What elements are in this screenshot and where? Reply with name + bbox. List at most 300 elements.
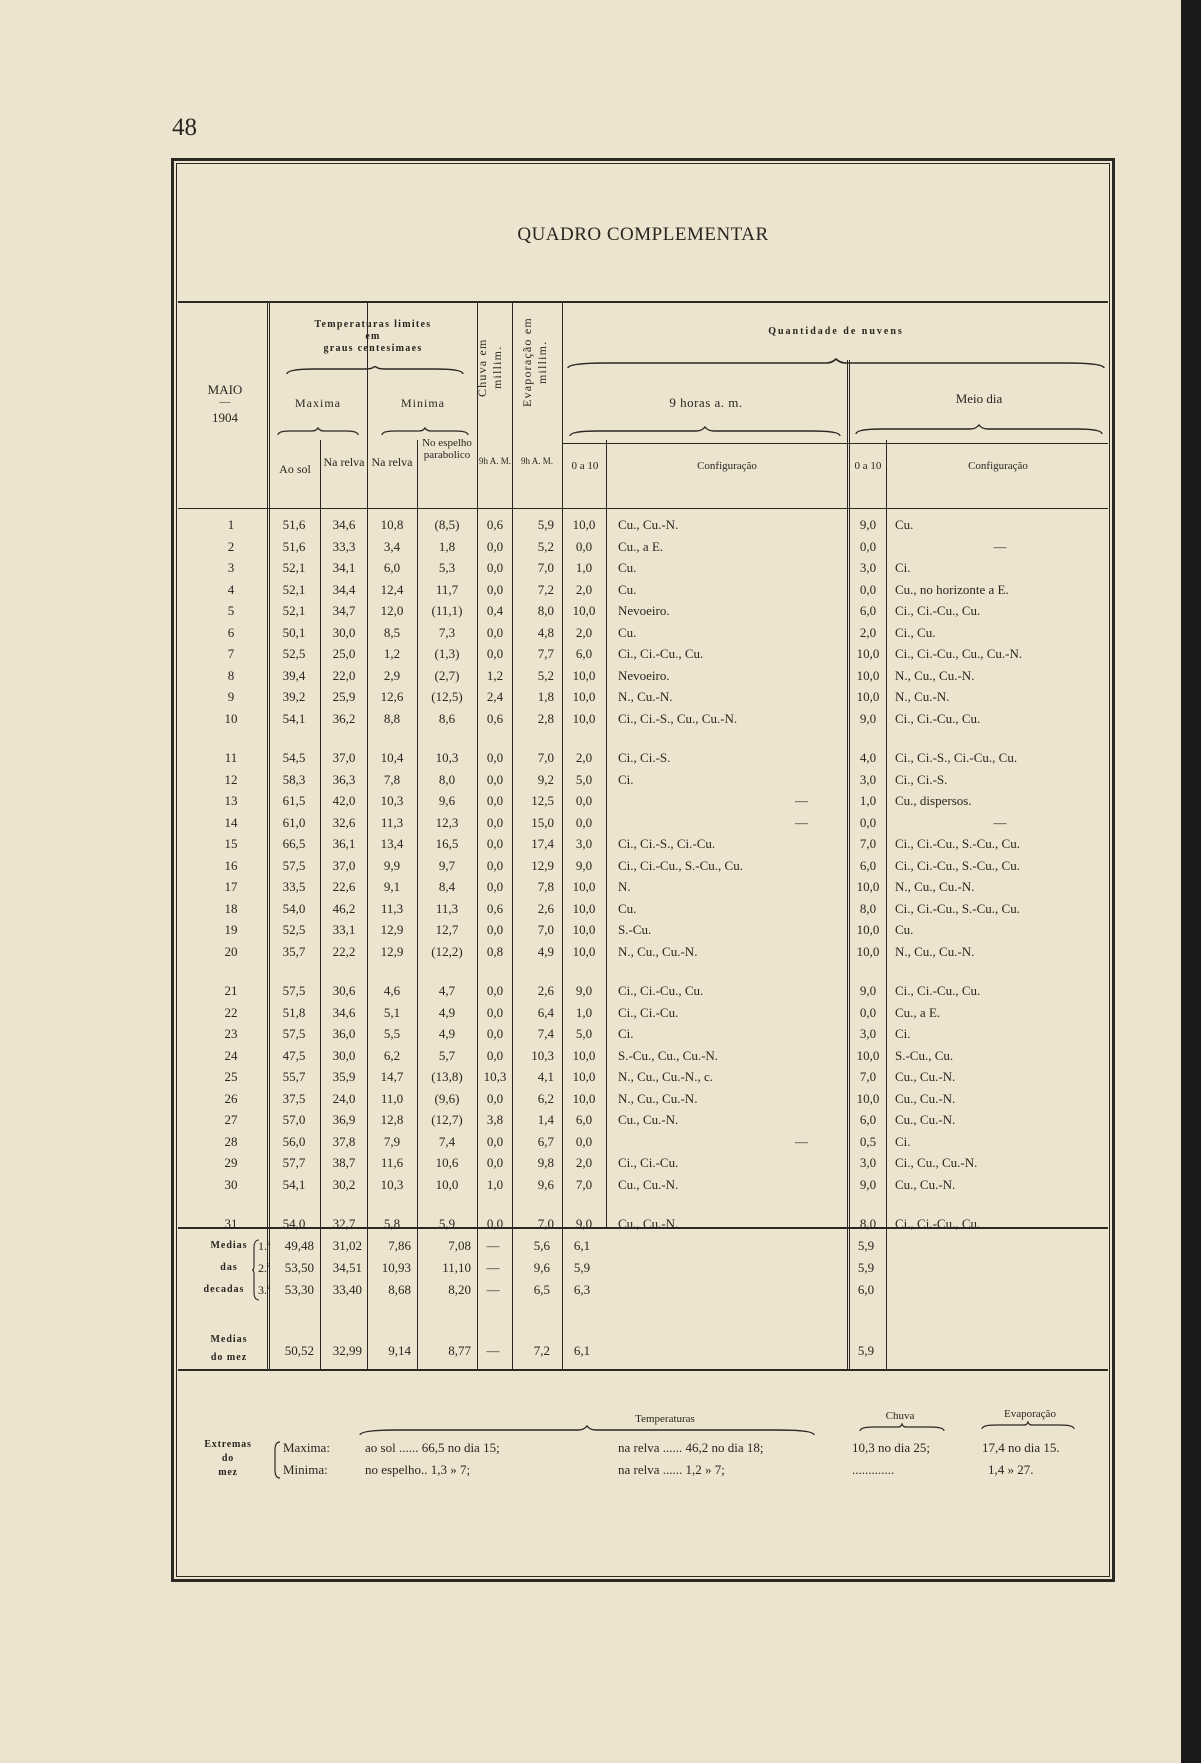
relva-min-cell: 3,4 [383, 539, 401, 554]
n12-cell: 10,0 [856, 922, 880, 937]
espelho-cell: (11,1) [431, 603, 463, 618]
evap-cell: 9,6 [537, 1177, 554, 1192]
chuva-cell: 0,0 [486, 625, 504, 640]
relva-min-cell: 10,3 [380, 793, 404, 808]
n12-cell: 6,0 [859, 858, 877, 873]
decada-n9-cell: 6,1 [573, 1238, 591, 1253]
decada-evap-cell: 5,6 [533, 1238, 550, 1253]
mez-chuva-cell: — [486, 1343, 500, 1358]
n12-cell: 3,0 [859, 560, 877, 575]
relva-min-cell: 7,9 [383, 1134, 401, 1149]
relva-max-cell: 34,6 [332, 517, 356, 532]
decada-chuva-cell: — [486, 1238, 500, 1253]
relva-min-cell: 6,0 [383, 560, 401, 575]
n12-cell: 0,0 [859, 1005, 877, 1020]
relva-max-cell: 38,7 [332, 1155, 356, 1170]
n9-cell: 10,0 [572, 1069, 596, 1084]
c12-cell: S.-Cu., Cu. [895, 1048, 954, 1063]
decada-index: 2.ª [258, 1261, 271, 1275]
evap-cell: 10,3 [531, 1048, 554, 1063]
c12-cell: Ci., Ci.-Cu., Cu. [895, 711, 981, 726]
decada-relva-max-cell: 33,40 [332, 1282, 362, 1297]
sol-cell: 66,5 [282, 836, 306, 851]
relva-max-cell: 22,0 [332, 668, 356, 683]
decada-relva-min-cell: 10,93 [381, 1260, 411, 1275]
day-cell: 13 [224, 793, 238, 808]
page-title: QUADRO COMPLEMENTAR [517, 224, 769, 245]
extremas-min-espelho: no espelho.. 1,3 » 7; [365, 1462, 471, 1477]
n9-cell: 10,0 [572, 1091, 596, 1106]
sol-cell: 54,0 [282, 1216, 306, 1231]
header-bottom-rule [178, 508, 1108, 509]
chuva-cell: 0,0 [486, 1155, 504, 1170]
espelho-cell: 11,3 [435, 901, 459, 916]
relva-min-cell: 11,6 [380, 1155, 404, 1170]
espelho-cell: 4,9 [438, 1026, 456, 1041]
c12-cell: N., Cu.-N. [895, 689, 950, 704]
sol-cell: 50,1 [282, 625, 306, 640]
sol-cell: 35,7 [282, 944, 306, 959]
day-cell: 9 [227, 689, 235, 704]
decada-n12-cell: 5,9 [857, 1238, 875, 1253]
c12-cell: Ci., Ci.-Cu., S.-Cu., Cu. [895, 836, 1020, 851]
c9-cell: Ci., Ci.-S. [618, 750, 671, 765]
sol-cell: 57,5 [282, 858, 306, 873]
evap-cell: 7,0 [537, 1216, 554, 1231]
evap-cell: 7,0 [537, 750, 554, 765]
relva-min-cell: 8,8 [383, 711, 401, 726]
chuva-cell: 0,0 [486, 815, 504, 830]
header-config-9h: Configuração [697, 460, 757, 472]
decada-relva-max-cell: 34,51 [332, 1260, 362, 1275]
n12-cell: 2,0 [859, 625, 877, 640]
c9-cell: Ci. [618, 772, 634, 787]
sol-cell: 55,7 [282, 1069, 306, 1084]
c12-cell: Ci. [895, 1026, 911, 1041]
decada-relva-min-cell: 7,86 [388, 1238, 411, 1253]
c12-cell: N., Cu., Cu.-N. [895, 668, 975, 683]
sol-cell: 52,1 [282, 582, 306, 597]
extremas-max-evap: 17,4 no dia 15. [982, 1440, 1060, 1455]
n9-cell: 10,0 [572, 711, 596, 726]
col-divider-espelho [477, 301, 478, 1369]
sol-cell: 33,5 [282, 879, 306, 894]
espelho-cell: 4,7 [438, 983, 456, 998]
col-divider-chuva [512, 301, 513, 1369]
extremas-bracket [272, 1440, 282, 1480]
espelho-cell: 9,6 [438, 793, 456, 808]
c12-cell: Cu., Cu.-N. [895, 1069, 956, 1084]
c12-cell: — [993, 539, 1007, 554]
c9-cell: Ci., Ci.-S., Ci.-Cu. [618, 836, 716, 851]
n9-cell: 9,0 [575, 1216, 593, 1231]
decada-n12-cell: 5,9 [857, 1260, 875, 1275]
relva-max-cell: 30,0 [332, 1048, 356, 1063]
espelho-cell: 5,9 [438, 1216, 456, 1231]
espelho-cell: 16,5 [435, 836, 459, 851]
n12-cell: 3,0 [859, 1026, 877, 1041]
chuva-brace [858, 1423, 946, 1433]
relva-min-cell: 4,6 [383, 983, 401, 998]
day-cell: 8 [227, 668, 235, 683]
day-cell: 22 [224, 1005, 238, 1020]
sol-cell: 61,5 [282, 793, 306, 808]
extremas-top-rule [178, 1369, 1108, 1371]
evap-cell: 1,8 [537, 689, 554, 704]
sol-cell: 57,7 [282, 1155, 306, 1170]
header-temps-line2: em [365, 331, 381, 342]
relva-max-cell: 32,7 [332, 1216, 356, 1231]
c9-cell: S.-Cu., Cu., Cu.-N. [618, 1048, 719, 1063]
c9-cell: N., Cu., Cu.-N. [618, 1091, 698, 1106]
medias-mez-label-1: Medias [210, 1334, 248, 1345]
evap-cell: 9,8 [537, 1155, 554, 1170]
chuva-cell: 0,0 [486, 646, 504, 661]
espelho-cell: (1,3) [434, 646, 460, 661]
sol-cell: 51,6 [282, 517, 306, 532]
decada-index: 3.ª [258, 1283, 271, 1297]
espelho-cell: 4,9 [438, 1005, 456, 1020]
c12-cell: Cu., Cu.-N. [895, 1091, 956, 1106]
relva-min-cell: 9,9 [383, 858, 401, 873]
relva-min-cell: 14,7 [380, 1069, 404, 1084]
extremas-max-relva: na relva ...... 46,2 no dia 18; [618, 1440, 764, 1455]
n9-cell: 10,0 [572, 944, 596, 959]
day-cell: 30 [224, 1177, 238, 1192]
espelho-cell: 5,7 [438, 1048, 456, 1063]
chuva-cell: 0,6 [486, 517, 504, 532]
decada-relva-max-cell: 31,02 [332, 1238, 362, 1253]
espelho-cell: 8,4 [438, 879, 456, 894]
header-scale-12h: 0 a 10 [854, 460, 882, 472]
c12-cell: Cu., a E. [895, 1005, 941, 1020]
day-cell: 2 [227, 539, 235, 554]
c12-cell: Ci., Cu., Cu.-N. [895, 1155, 978, 1170]
day-cell: 28 [224, 1134, 238, 1149]
relva-min-cell: 10,8 [380, 517, 404, 532]
chuva-cell: 0,6 [486, 901, 504, 916]
extremas-temperaturas-label: Temperaturas [635, 1413, 695, 1425]
c12-cell: Cu. [895, 922, 914, 937]
n9-cell: 2,0 [575, 625, 593, 640]
chuva-cell: 0,4 [486, 603, 504, 618]
chuva-cell: 0,8 [486, 944, 504, 959]
n12-cell: 10,0 [856, 689, 880, 704]
espelho-cell: (9,6) [434, 1091, 460, 1106]
c9-cell: Cu., Cu.-N. [618, 1216, 679, 1231]
relva-max-cell: 34,4 [332, 582, 356, 597]
sol-cell: 54,0 [282, 901, 306, 916]
decada-relva-min-cell: 8,68 [388, 1282, 411, 1297]
n12-cell: 1,0 [859, 793, 877, 808]
sol-cell: 39,2 [282, 689, 306, 704]
espelho-cell: 12,3 [435, 815, 459, 830]
decada-espelho-cell: 8,20 [448, 1282, 471, 1297]
n9-cell: 10,0 [572, 689, 596, 704]
nuvens-subrule [563, 443, 1108, 444]
relva-max-cell: 33,1 [332, 922, 356, 937]
relva-max-cell: 36,0 [332, 1026, 356, 1041]
mez-sol-cell: 50,52 [284, 1343, 314, 1358]
day-cell: 5 [227, 603, 235, 618]
evap-cell: 7,8 [537, 879, 554, 894]
c12-cell: N., Cu., Cu.-N. [895, 879, 975, 894]
chuva-cell: 2,4 [486, 689, 504, 704]
nuvens-brace [566, 358, 1106, 370]
c9-cell: — [795, 793, 808, 808]
c12-cell: Ci., Ci.-Cu., Cu., Cu.-N. [895, 646, 1023, 661]
temps-brace [285, 366, 465, 376]
sol-cell: 51,8 [282, 1005, 306, 1020]
evap-cell: 2,8 [537, 711, 554, 726]
chuva-cell: 0,0 [486, 1091, 504, 1106]
medias-decadas-label-2: das [220, 1262, 238, 1273]
n12-cell: 10,0 [856, 1091, 880, 1106]
decadas-bracket [252, 1238, 260, 1302]
header-ao-sol: Ao sol [279, 462, 311, 476]
c9-cell: Ci., Ci.-Cu. [618, 1005, 679, 1020]
day-cell: 6 [227, 625, 235, 640]
n12-cell: 10,0 [856, 944, 880, 959]
n12-cell: 6,0 [859, 603, 877, 618]
day-cell: 26 [224, 1091, 238, 1106]
n12-cell: 3,0 [859, 1155, 877, 1170]
n9-cell: 9,0 [575, 983, 593, 998]
evap-cell: 4,8 [537, 625, 554, 640]
c12-cell: Ci., Ci.-S., Ci.-Cu., Cu. [895, 750, 1018, 765]
n12-cell: 0,0 [859, 582, 877, 597]
espelho-cell: 11,7 [435, 582, 459, 597]
espelho-cell: (8,5) [434, 517, 460, 532]
sol-cell: 37,5 [282, 1091, 306, 1106]
relva-min-cell: 12,8 [380, 1112, 404, 1127]
espelho-cell: 9,7 [438, 858, 456, 873]
header-minima: Minima [401, 396, 445, 410]
extremas-maxima-label: Maxima: [283, 1440, 330, 1455]
header-temps-line1: Temperaturas limites [314, 319, 432, 330]
decada-chuva-cell: — [486, 1260, 500, 1275]
extremas-max-sol: ao sol ...... 66,5 no dia 15; [365, 1440, 500, 1455]
day-cell: 29 [224, 1155, 238, 1170]
sol-cell: 51,6 [282, 539, 306, 554]
espelho-cell: 12,7 [435, 922, 459, 937]
evap-cell: 12,5 [531, 793, 554, 808]
evap-cell: 5,2 [537, 668, 554, 683]
col-divider-sol [320, 440, 321, 1369]
evap-cell: 5,2 [537, 539, 554, 554]
c9-cell: Cu., Cu.-N. [618, 1177, 679, 1192]
extremas-min-chuva: ............. [852, 1462, 895, 1477]
mez-n9-cell: 6,1 [573, 1343, 591, 1358]
relva-min-cell: 6,2 [383, 1048, 401, 1063]
relva-max-cell: 36,3 [332, 772, 356, 787]
n12-cell: 8,0 [859, 1216, 877, 1231]
c9-cell: S.-Cu. [618, 922, 652, 937]
header-nuvens: Quantidade de nuvens [768, 326, 904, 337]
minima-brace [380, 427, 470, 437]
relva-min-cell: 12,4 [380, 582, 404, 597]
relva-max-cell: 37,0 [332, 750, 356, 765]
espelho-cell: (13,8) [431, 1069, 463, 1084]
c9-cell: Ci., Ci.-Cu. [618, 1155, 679, 1170]
extremas-evaporacao-label: Evaporação [1004, 1408, 1056, 1420]
header-no-espelho: No espelho parabolico [422, 437, 472, 461]
espelho-cell: (12,2) [431, 944, 463, 959]
header-temps-line3: graus centesimaes [323, 343, 423, 354]
n12-cell: 0,0 [859, 815, 877, 830]
decada-chuva-cell: — [486, 1282, 500, 1297]
c12-cell: Ci. [895, 1134, 911, 1149]
sol-cell: 54,1 [282, 711, 306, 726]
chuva-cell: 0,0 [486, 1026, 504, 1041]
n9-cell: 6,0 [575, 646, 593, 661]
espelho-cell: 1,8 [438, 539, 456, 554]
c9-cell: N., Cu.-N. [618, 689, 673, 704]
espelho-cell: (2,7) [434, 668, 460, 683]
n9-cell: 5,0 [575, 1026, 593, 1041]
n9-cell: 2,0 [575, 750, 593, 765]
decada-espelho-cell: 7,08 [448, 1238, 471, 1253]
mez-n12-cell: 5,9 [857, 1343, 875, 1358]
relva-max-cell: 33,3 [332, 539, 356, 554]
relva-min-cell: 5,8 [383, 1216, 401, 1231]
decada-n9-cell: 6,3 [573, 1282, 591, 1297]
relva-min-cell: 13,4 [380, 836, 404, 851]
header-year: 1904 [212, 410, 238, 425]
c12-cell: Cu., Cu.-N. [895, 1112, 956, 1127]
chuva-cell: 0,0 [486, 1048, 504, 1063]
day-cell: 16 [224, 858, 238, 873]
extremas-chuva-label: Chuva [885, 1410, 915, 1422]
header-scale-9h: 0 a 10 [571, 460, 599, 472]
day-cell: 24 [224, 1048, 238, 1063]
chuva-cell: 0,0 [486, 750, 504, 765]
extremas-max-chuva: 10,3 no dia 25; [852, 1440, 930, 1455]
relva-max-cell: 46,2 [332, 901, 356, 916]
n9-cell: 0,0 [575, 815, 593, 830]
relva-max-cell: 32,6 [332, 815, 356, 830]
c9-cell: N., Cu., Cu.-N. [618, 944, 698, 959]
evap-cell: 2,6 [537, 983, 554, 998]
n12-cell: 4,0 [859, 750, 877, 765]
day-cell: 18 [224, 901, 238, 916]
header-config-12h: Configuração [968, 460, 1028, 472]
day-cell: 20 [224, 944, 238, 959]
n9-cell: 1,0 [575, 1005, 593, 1020]
header-dash: — [219, 396, 231, 408]
n9-cell: 5,0 [575, 772, 593, 787]
day-cell: 7 [227, 646, 235, 661]
day-cell: 12 [224, 772, 238, 787]
n9-cell: 3,0 [575, 836, 593, 851]
espelho-cell: 5,3 [438, 560, 456, 575]
n9-cell: 10,0 [572, 603, 596, 618]
n12-cell: 6,0 [859, 1112, 877, 1127]
c12-cell: Ci., Ci.-Cu., Cu. [895, 983, 981, 998]
n12-cell: 9,0 [859, 711, 877, 726]
day-cell: 17 [224, 879, 238, 894]
chuva-cell: 0,0 [486, 1216, 504, 1231]
espelho-cell: 10,0 [435, 1177, 459, 1192]
sol-cell: 47,5 [282, 1048, 306, 1063]
evap-cell: 7,0 [537, 560, 554, 575]
header-meio-dia: Meio dia [955, 391, 1003, 406]
evap-cell: 9,2 [537, 772, 554, 787]
extremas-min-evap: 1,4 » 27. [988, 1462, 1034, 1477]
espelho-cell: 7,4 [438, 1134, 456, 1149]
evap-cell: 5,9 [537, 517, 554, 532]
chuva-cell: 0,0 [486, 836, 504, 851]
espelho-cell: 8,0 [438, 772, 456, 787]
evap-cell: 6,2 [537, 1091, 554, 1106]
col-divider-relva-max [367, 301, 368, 1369]
chuva-cell: 0,6 [486, 711, 504, 726]
header-evap-9h: 9h A. M. [520, 456, 553, 466]
chuva-cell: 0,0 [486, 772, 504, 787]
c9-cell: Cu. [618, 582, 637, 597]
c9-cell: — [795, 1134, 808, 1149]
sol-cell: 54,1 [282, 1177, 306, 1192]
n12-cell: 10,0 [856, 646, 880, 661]
c12-cell: Cu., Cu.-N. [895, 1177, 956, 1192]
sol-cell: 56,0 [282, 1134, 306, 1149]
relva-min-cell: 2,9 [383, 668, 401, 683]
sol-cell: 61,0 [282, 815, 306, 830]
evap-cell: 4,9 [537, 944, 554, 959]
decada-espelho-cell: 11,10 [442, 1260, 471, 1275]
n12-cell: 10,0 [856, 668, 880, 683]
chuva-cell: 0,0 [486, 793, 504, 808]
n9-cell: 0,0 [575, 1134, 593, 1149]
header-nove-horas: 9 horas a. m. [669, 395, 743, 410]
relva-max-cell: 25,0 [332, 646, 356, 661]
day-cell: 3 [227, 560, 235, 575]
c9-cell: — [795, 815, 808, 830]
decada-index: 1.ª [258, 1239, 271, 1253]
day-cell: 21 [224, 983, 238, 998]
c12-cell: — [993, 815, 1007, 830]
espelho-cell: 10,6 [435, 1155, 459, 1170]
mez-relva-max-cell: 32,99 [332, 1343, 362, 1358]
medias-mez-label-2: do mez [210, 1352, 248, 1363]
c9-cell: N. [618, 879, 631, 894]
extremas-min-relva: na relva ...... 1,2 » 7; [618, 1462, 725, 1477]
sol-cell: 39,4 [282, 668, 306, 683]
c12-cell: Ci., Ci.-Cu., S.-Cu., Cu. [895, 901, 1020, 916]
relva-max-cell: 36,2 [332, 711, 356, 726]
mez-evap-cell: 7,2 [533, 1343, 550, 1358]
relva-min-cell: 11,0 [380, 1091, 404, 1106]
relva-max-cell: 30,6 [332, 983, 356, 998]
sol-cell: 52,1 [282, 560, 306, 575]
meio-dia-brace [854, 424, 1104, 436]
c9-cell: Cu. [618, 625, 637, 640]
medias-decadas-label-3: decadas [203, 1284, 245, 1295]
chuva-cell: 0,0 [486, 539, 504, 554]
day-cell: 10 [224, 711, 238, 726]
n12-cell: 9,0 [859, 1177, 877, 1192]
n9-cell: 7,0 [575, 1177, 593, 1192]
c9-cell: N., Cu., Cu.-N., c. [618, 1069, 713, 1084]
relva-max-cell: 25,9 [332, 689, 356, 704]
espelho-cell: (12,7) [431, 1112, 463, 1127]
decada-n9-cell: 5,9 [573, 1260, 591, 1275]
decada-evap-cell: 6,5 [533, 1282, 550, 1297]
nove-horas-brace [568, 426, 842, 438]
n12-cell: 3,0 [859, 772, 877, 787]
relva-max-cell: 35,9 [332, 1069, 356, 1084]
espelho-cell: 7,3 [438, 625, 456, 640]
